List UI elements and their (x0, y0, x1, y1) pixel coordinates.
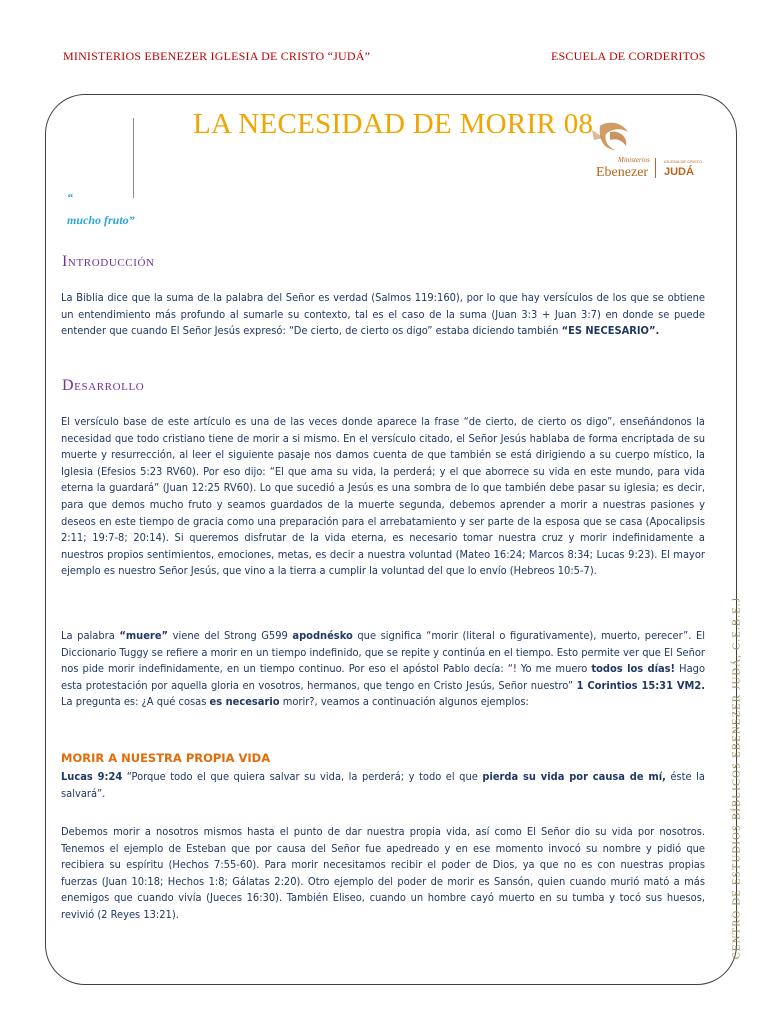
quote-open: “ (67, 190, 73, 204)
ebenezer-juda-logo (588, 118, 708, 184)
vertical-divider (133, 118, 134, 198)
heading-introduccion: Introducción (62, 253, 155, 270)
paragraph-desarrollo-2: La palabra “muere” viene del Strong G599 apodnésko que significa “morir (literal o figurativamente), muerto, perecer”. El Diccionario Tuggy se refiere a morir en un tiempo indefinido, que se repite y continúa en el tiempo. Esto permite ver que El Señor nos pide morir indefinidamente, en un tiempo continuo. Por eso el apóstol Pablo decía: “! Yo me muero todos los días! Hago esta protestación por aquella gloria en vosotros, hermanos, que tengo en Cristo Jesús, Señor nuestro” 1 Corintios 15:31 VM2. La pregunta es: ¿A qué cosas es necesario morir?, veamos a continuación algunos ejemplos: (61, 629, 706, 709)
header-ministry: MINISTERIOS EBENEZER IGLESIA DE CRISTO “JUDÁ” (63, 49, 371, 63)
logo-text-iglesia: IGLESIA DE CRISTO (664, 159, 703, 164)
paragraph-desarrollo-1: El versículo base de este artículo es una de las veces donde aparece la frase “de cierto, de cierto os digo”, enseñándonos la necesidad que todo cristiano tiene de morir a si mismo. En el versículo citado, el Señor Jesús hablaba de forma encriptada de su muerte y resurrección, al leer el siguiente pasaje nos damos cuenta de que también se está dirigiendo a su cuerpo místico, la Iglesia (Efesios 5:23 RV60). Por eso dijo: “El que ama su vida, la perderá; y el que aborrece su vida en este mundo, para vida eterna la guardará” (Juan 12:25 RV60). Lo que sucedió a Jesús es una sombra de lo que también debe pasar su iglesia; es decir, para que demos mucho fruto y seamos guardados de la muerte segunda, debemos aprender a morir a nuestras pasiones y deseos en este tiempo de gracia como una preparación para el arrebatamiento y ser parte de la esposa que se casa (Apocalipsis 2:11; 19:7-8; 20:14). Si queremos disfrutar de la vida eterna, es necesario tomar nuestra cruz y morir indefinidamente a nuestros propios sentimientos, emociones, metas, es decir a nuestra voluntad (Mateo 16:24; Marcos 8:34; Lucas 9:23). El mayor ejemplo es nuestro Señor Jesús, que vino a la tierra a cumplir la voluntad del que lo envío (Hebreos 10:5-7). (61, 415, 705, 578)
heading-desarrollo: Desarrollo (62, 377, 145, 394)
header-school: ESCUELA DE CORDERITOS (551, 49, 706, 63)
paragraph-lucas-quote: Lucas 9:24 “Porque todo el que quiera salvar su vida, la perderá; y todo el que pierda su vida por causa de mí, éste la salvará”. (61, 770, 705, 800)
quote-text: mucho fruto” (67, 213, 135, 227)
sidebar-vertical-text: CENTRO DE ESTUDIOS BÍBLICOS EBENEZER JUDÁ, C.E.B.E.J (731, 596, 743, 960)
logo-text-ministerios: Ministerios (618, 156, 650, 164)
sidebar-vertical-text-container (731, 596, 743, 960)
logo-text-ebenezer: Ebenezer (596, 165, 649, 180)
paragraph-desarrollo-3: Debemos morir a nosotros mismos hasta el punto de dar nuestra propia vida, así como El Señor dio su vida por nosotros. Tenemos el ejemplo de Esteban que por causa del Señor fue apedreado y en ese momento invocó su nombre y pidió que recibiera su espíritu (Hechos 7:55-60). Para morir necesitamos recibir el poder de Dios, ya que no es con nuestras propias fuerzas (Juan 10:18; Hechos 1:8; Gálatas 2:20). Otro ejemplo del poder de morir es Sansón, quien cuando murió mató a más enemigos que cuando vivía (Jueces 16:30). También Eliseo, cuando un hombre cayó muerto en su tumba y tocó sus huesos, revivió (2 Reyes 13:21). (61, 825, 705, 921)
page-title: LA NECESIDAD DE MORIR 08 (193, 108, 594, 140)
logo-text-juda: JUDÁ (664, 166, 694, 178)
paragraph-intro: La Biblia dice que la suma de la palabra del Señor es verdad (Salmos 119:160), por lo que hay versículos de los que se obtiene un entendimiento más profundo al sumarle su contexto, tal es el caso de la suma (Juan 3:3 + Juan 3:7) en donde se puede entender que cuando El Señor Jesús expresó: “De cierto, de cierto os digo” estaba diciendo también “ES NECESARIO”. (61, 291, 705, 338)
subheading-morir-propia-vida: MORIR A NUESTRA PROPIA VIDA (61, 751, 271, 765)
